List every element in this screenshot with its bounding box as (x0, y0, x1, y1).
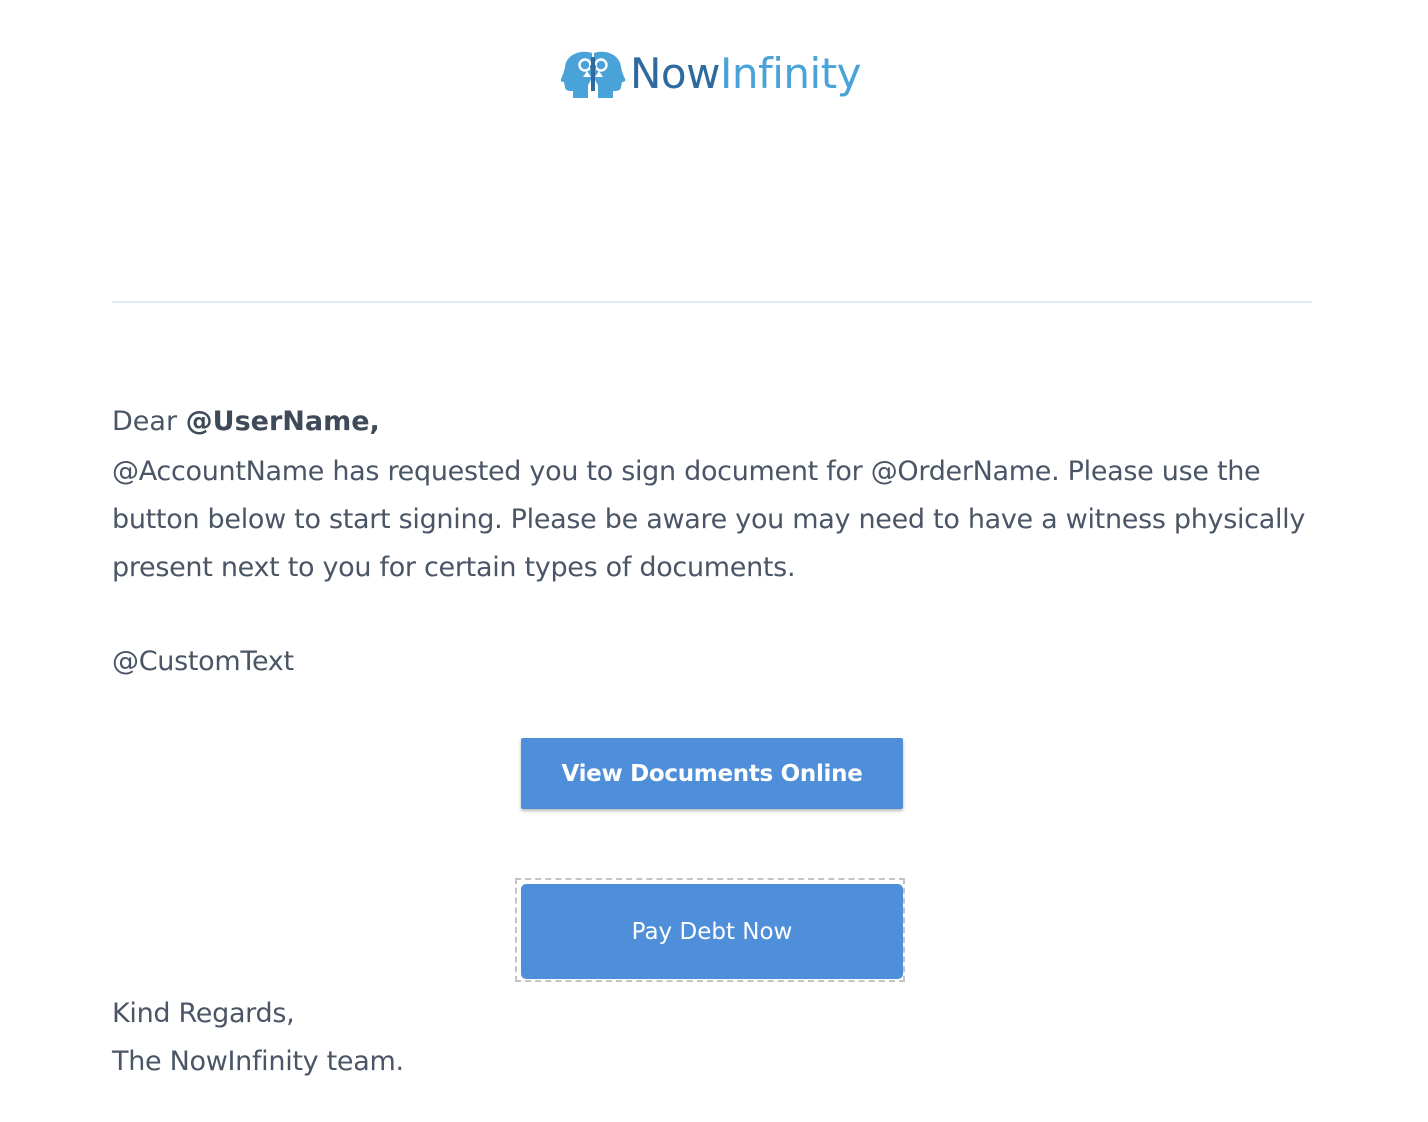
view-documents-button[interactable]: View Documents Online (521, 738, 903, 809)
custom-text: @CustomText (112, 646, 294, 677)
signoff-team: The NowInfinity team. (112, 1046, 404, 1077)
greeting-prefix: Dear (112, 406, 186, 437)
brand-name-now: Now (630, 49, 720, 98)
two-heads-logo-icon (560, 49, 626, 99)
signoff-regards: Kind Regards, (112, 998, 295, 1029)
greeting (112, 402, 380, 442)
email-body-text: @AccountName has requested you to sign document for @OrderName. Please use the button below to start signing. Please be aware you may need to have a witness physically present next to you for certain types of documents. (112, 456, 1306, 583)
header-divider (112, 301, 1312, 303)
pay-debt-button[interactable]: Pay Debt Now (521, 884, 903, 979)
brand-name-infinity: Infinity (719, 49, 862, 98)
brand-name (630, 49, 862, 98)
greeting-username: @UserName, (185, 406, 380, 437)
brand-logo (560, 44, 861, 104)
signoff (112, 990, 404, 1086)
